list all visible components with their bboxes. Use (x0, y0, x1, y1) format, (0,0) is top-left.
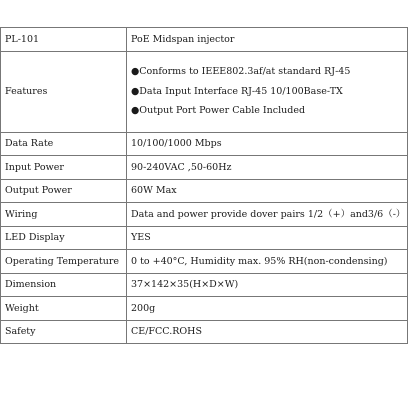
dimension-value: 37×142×35(H×D×W) (127, 273, 408, 297)
features-label: Features (1, 51, 127, 132)
table-row (1, 179, 408, 203)
feature-item: ●Output Port Power Cable Included (131, 105, 306, 117)
table-row (1, 250, 408, 274)
spec-table (0, 27, 408, 344)
weight-label: Weight (1, 297, 127, 321)
dimension-label: Dimension (1, 273, 127, 297)
table-row (1, 297, 408, 321)
table-row (1, 273, 408, 297)
table-row (1, 132, 408, 156)
input-power-label: Input Power (1, 156, 127, 180)
data-rate-value: 10/100/1000 Mbps (127, 132, 408, 156)
data-rate-label: Data Rate (1, 132, 127, 156)
table-row (1, 28, 408, 52)
output-power-label: Output Power (1, 179, 127, 203)
safety-label: Safety (1, 320, 127, 344)
features-value (127, 51, 408, 132)
wiring-value: Data and power provide dover pairs 1/2（+）and3/6（-） (127, 203, 408, 227)
output-power-value: 60W Max (127, 179, 408, 203)
model-label: PL-101 (1, 28, 127, 52)
wiring-label: Wiring (1, 203, 127, 227)
table-row (1, 203, 408, 227)
table-row (1, 51, 408, 132)
table-row (1, 156, 408, 180)
table-row (1, 320, 408, 344)
led-display-label: LED Display (1, 226, 127, 250)
weight-value: 200g (127, 297, 408, 321)
operating-temperature-label: Operating Temperature (1, 250, 127, 274)
operating-temperature-value: 0 to +40°C, Humidity max. 95% RH(non-condensing) (127, 250, 408, 274)
input-power-value: 90-240VAC ,50-60Hz (127, 156, 408, 180)
feature-item: ●Data Input Interface RJ-45 10/100Base-TX (131, 85, 343, 97)
model-value: PoE Midspan injector (127, 28, 408, 52)
led-display-value: YES (127, 226, 408, 250)
feature-item: ●Conforms to IEEE802.3af/at standard RJ-45 (131, 66, 351, 78)
table-row (1, 226, 408, 250)
safety-value: CE/FCC.ROHS (127, 320, 408, 344)
